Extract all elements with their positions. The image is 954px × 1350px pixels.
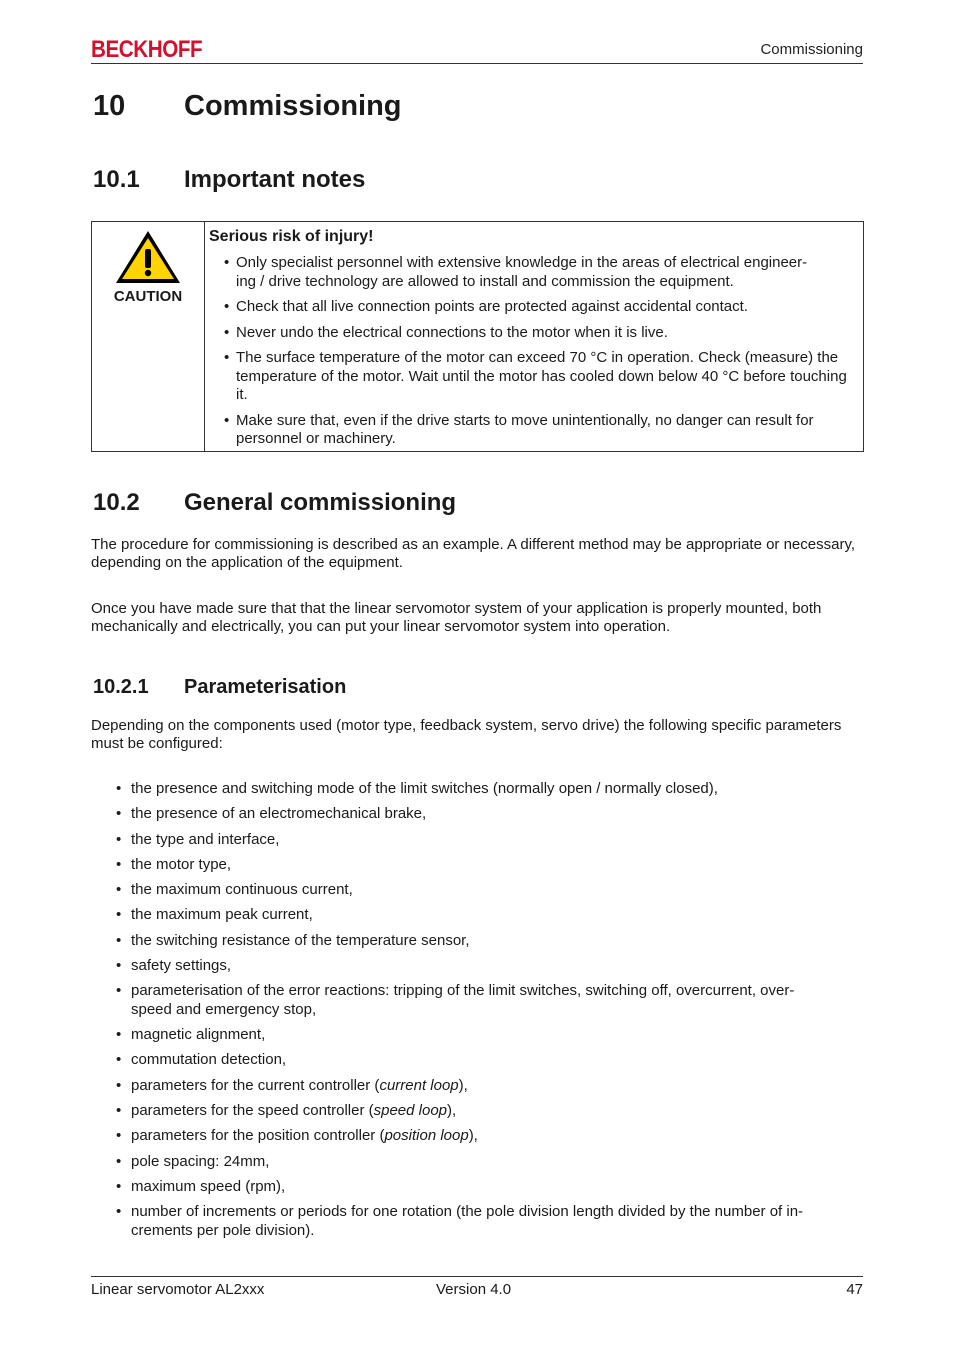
header-rule: [91, 63, 863, 64]
parameter-item-text: ),: [468, 1127, 478, 1145]
parameter-item-text: the presence of an electromechanical brake,: [131, 805, 427, 823]
section-title: Important notes: [184, 166, 366, 193]
parameter-item-text: the maximum peak current,: [131, 906, 313, 924]
section-title: General commissioning: [184, 489, 457, 516]
chapter-title: Commissioning: [184, 90, 402, 122]
parameter-item-text: parameterisation of the error reactions: tripping of the limit switches, switching off, overcurrent, over- speed and emergency stop,: [131, 982, 795, 1018]
caution-content: [209, 228, 857, 456]
parameter-list-item: [91, 780, 863, 799]
parameter-list-item: [91, 906, 863, 925]
parameter-item-emphasis: position loop: [384, 1127, 469, 1145]
bullet-icon: •: [116, 982, 122, 1000]
parameter-item-text: the motor type,: [131, 855, 232, 873]
warning-triangle-icon: [114, 229, 182, 285]
parameter-list-item: [91, 982, 863, 1019]
parameter-list-item: [91, 1051, 863, 1070]
caution-notice: [91, 221, 864, 452]
caution-item-text: Only specialist personnel with extensive knowledge in the areas of electrical engineer- ing / drive technology are allowed to install and commission the equipment.: [236, 254, 808, 290]
bullet-icon: •: [116, 780, 122, 797]
parameter-list-item: [91, 932, 863, 951]
parameter-item-text: the maximum continuous current,: [131, 881, 353, 899]
parameter-item-text: magnetic alignment,: [131, 1026, 266, 1044]
parameter-list-item: [91, 831, 863, 850]
section-heading-important-notes: [93, 166, 365, 194]
parameter-item-text: parameters for the current controller (: [131, 1076, 380, 1094]
parameter-list-item: [91, 1026, 863, 1045]
brand-logo: BECKHOFF: [91, 36, 203, 63]
bullet-icon: •: [224, 298, 230, 315]
parameter-list-item: [91, 1203, 863, 1240]
subsection-title: Parameterisation: [184, 676, 347, 698]
subsection-heading-parameterisation: [93, 676, 346, 699]
parameter-item-text: safety settings,: [131, 957, 232, 975]
parameter-item-text: the type and interface,: [131, 830, 280, 848]
caution-list-item: [209, 254, 857, 291]
parameter-item-text: ),: [458, 1076, 468, 1094]
parameter-list-item: [91, 881, 863, 900]
bullet-icon: •: [224, 411, 230, 429]
bullet-icon: •: [116, 1026, 122, 1044]
footer-page-number: 47: [846, 1281, 863, 1298]
parameter-list-item: [91, 957, 863, 976]
bullet-icon: •: [116, 1102, 122, 1120]
caution-symbol-cell: [92, 222, 205, 451]
parameter-item-text: the presence and switching mode of the limit switches (normally open / normally closed),: [131, 780, 718, 797]
bullet-icon: •: [116, 881, 122, 899]
caution-list-item: [209, 324, 857, 343]
parameter-item-text: commutation detection,: [131, 1051, 287, 1069]
parameter-list-item: [91, 1102, 863, 1121]
parameter-item-text: pole spacing: 24mm,: [131, 1152, 270, 1170]
parameter-item-emphasis: speed loop: [373, 1102, 448, 1120]
parameter-list-container: [91, 780, 863, 1247]
header-section-title: Commissioning: [760, 41, 863, 58]
caution-list-item: [209, 349, 857, 405]
parameter-item-emphasis: current loop: [379, 1076, 459, 1094]
chapter-heading: [93, 90, 402, 123]
parameter-list-item: [91, 1178, 863, 1197]
bullet-icon: •: [116, 805, 122, 823]
subsection-number: 10.2.1: [93, 676, 149, 698]
chapter-number: 10: [93, 90, 126, 122]
bullet-icon: •: [116, 855, 122, 873]
paragraph: Depending on the components used (motor type, feedback system, servo drive) the following specific parameters must be configured:: [91, 717, 842, 752]
parameter-list-item: [91, 1127, 863, 1146]
footer-product: Linear servomotor AL2xxx: [91, 1281, 265, 1298]
paragraph: Once you have made sure that that the linear servomotor system of your application is properly mounted, both mechanically and electrically, you can put your linear servomotor system into operation.: [91, 600, 822, 635]
caution-item-text: The surface temperature of the motor can exceed 70 °C in operation. Check (measure) the temperature of the motor. Wait until the motor has cooled down below 40 °C before touching it.: [236, 349, 847, 403]
parameter-list: [91, 780, 863, 1240]
parameter-list-item: [91, 1153, 863, 1172]
bullet-icon: •: [116, 1127, 122, 1145]
parameter-list-item: [91, 805, 863, 824]
parameter-list-item: [91, 1077, 863, 1096]
bullet-icon: •: [116, 906, 122, 924]
bullet-icon: •: [116, 957, 122, 975]
section-number: 10.2: [93, 489, 140, 516]
bullet-icon: •: [116, 1177, 122, 1195]
bullet-icon: •: [116, 1203, 122, 1221]
caution-item-text: Never undo the electrical connections to the motor when it is live.: [236, 323, 668, 341]
paragraph: The procedure for commissioning is described as an example. A different method may be appropriate or necessary, depending on the application of the equipment.: [91, 536, 856, 571]
caution-list-item: [209, 412, 857, 449]
parameter-item-text: number of increments or periods for one rotation (the pole division length divided by the number of in- crements per pole division).: [131, 1203, 804, 1239]
caution-item-text: Check that all live connection points are protected against accidental contact.: [236, 298, 748, 315]
bullet-icon: •: [224, 349, 230, 366]
parameter-item-text: the switching resistance of the temperature sensor,: [131, 931, 470, 949]
footer-rule: [91, 1276, 863, 1277]
parameter-item-text: parameters for the position controller (: [131, 1127, 385, 1145]
caution-title: Serious risk of injury!: [209, 228, 374, 245]
caution-label: CAUTION: [113, 288, 183, 305]
bullet-icon: •: [116, 931, 122, 949]
section-heading-general-commissioning: [93, 489, 456, 517]
parameter-item-text: maximum speed (rpm),: [131, 1177, 286, 1195]
caution-list-item: [209, 298, 857, 317]
parameter-item-text: ),: [447, 1102, 457, 1120]
bullet-icon: •: [224, 254, 230, 271]
section-number: 10.1: [93, 166, 140, 193]
bullet-icon: •: [224, 323, 230, 341]
caution-list: [209, 254, 857, 449]
bullet-icon: •: [116, 1076, 122, 1094]
footer-version: Version 4.0: [436, 1281, 512, 1298]
parameter-list-item: [91, 856, 863, 875]
bullet-icon: •: [116, 830, 122, 848]
parameter-item-text: parameters for the speed controller (: [131, 1102, 374, 1120]
bullet-icon: •: [116, 1152, 122, 1170]
caution-item-text: Make sure that, even if the drive starts to move unintentionally, no danger can result for personnel or machinery.: [236, 411, 814, 447]
bullet-icon: •: [116, 1051, 122, 1069]
